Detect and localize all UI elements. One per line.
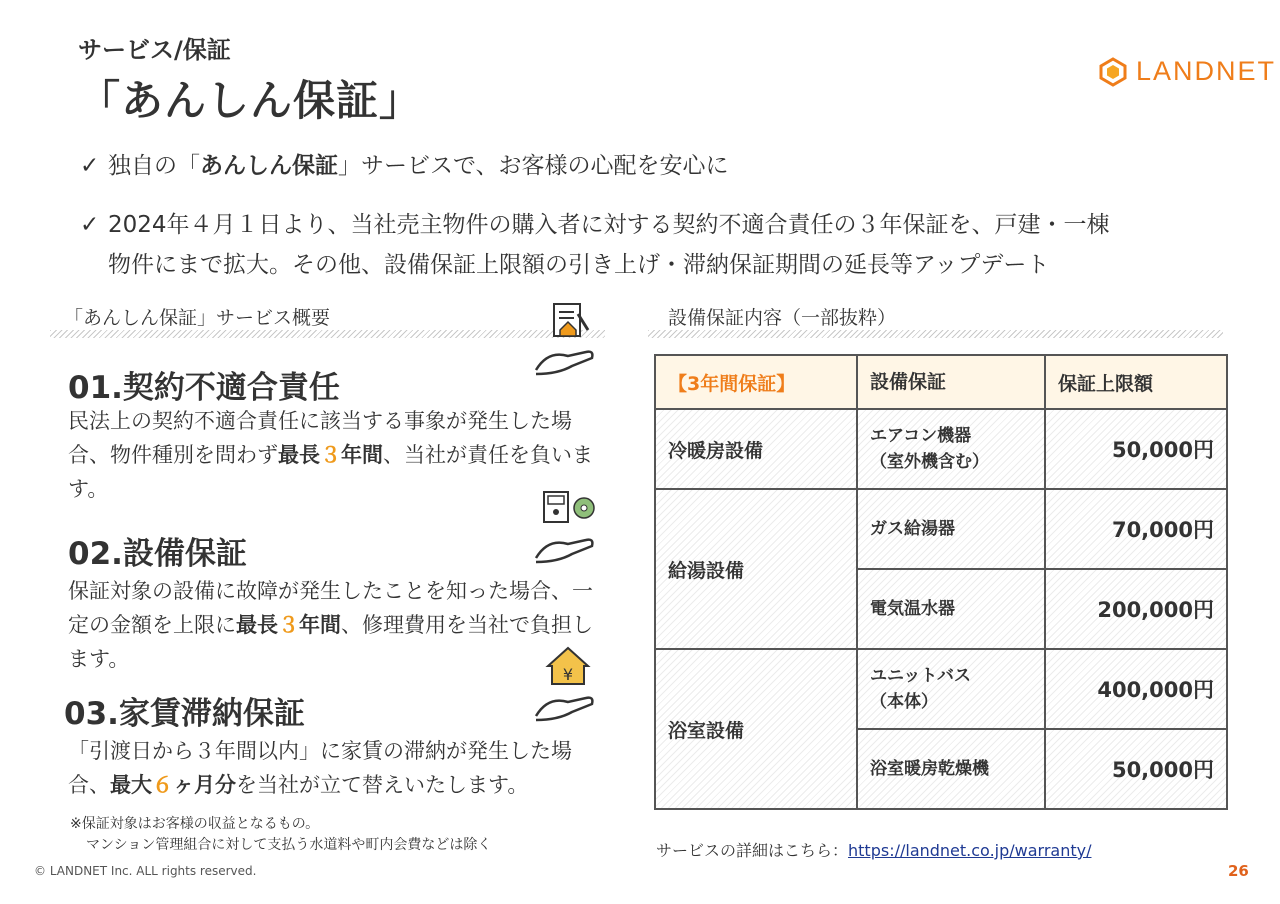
- note-line-1: ※保証対象はお客様の収益となるもの。: [70, 816, 320, 832]
- logo-text: LANDNET: [1136, 56, 1277, 86]
- item-name: ユニットバス: [870, 666, 971, 686]
- table-heading: 設備保証内容（一部抜粋）: [668, 307, 897, 329]
- item-1-bold: 最長: [278, 443, 320, 467]
- landnet-logo: [1098, 56, 1276, 87]
- item-2-bold: 最長: [236, 613, 278, 637]
- note-line-2: マンション管理組合に対して支払う水道料や町内会費などは除く: [86, 837, 492, 853]
- item-2-text-end: 、修理費用を当社で負担します。: [68, 613, 593, 671]
- rent-hand-icon: [528, 646, 608, 726]
- page-number: 26: [1228, 862, 1249, 880]
- item-2-number: ３: [278, 613, 299, 637]
- contract-hand-icon: [528, 300, 608, 380]
- bullet-1-post: 」サービスで、お客様の心配を安心に: [338, 153, 729, 179]
- item-cell: [857, 409, 1045, 489]
- amount-cell: 50,000円: [1045, 729, 1227, 809]
- table-row: [655, 649, 1227, 729]
- logo-mark-icon: [1098, 57, 1128, 87]
- check-icon: ✓: [80, 153, 100, 179]
- warranty-link[interactable]: https://landnet.co.jp/warranty/: [848, 841, 1092, 860]
- header-limit: 保証上限額: [1045, 355, 1227, 409]
- table-row: [655, 489, 1227, 569]
- item-1-text-end: 、当社が責任を負います。: [68, 443, 593, 501]
- item-1-number: ３: [320, 443, 341, 467]
- item-3-bold: 最大: [110, 773, 152, 797]
- item-name: エアコン機器: [870, 426, 972, 446]
- amount-cell: 70,000円: [1045, 489, 1227, 569]
- bullet-2-line-1: 2024年４月１日より、当社売主物件の購入者に対する契約不適合責任の３年保証を、戸建・一棟: [108, 212, 1110, 238]
- item-1-title: 01.契約不適合責任: [68, 370, 340, 406]
- item-name: ガス給湯器: [870, 519, 955, 539]
- item-1-unit: 年間: [341, 443, 383, 467]
- page-title: 「あんしん保証」: [78, 76, 423, 125]
- item-3-body: [68, 734, 608, 802]
- item-3-text: 「引渡日から３年間以内」に家賃の滞納が発生した場合、: [68, 739, 572, 797]
- table-row: [655, 409, 1227, 489]
- item-1-body: [68, 404, 608, 506]
- item-3-text-end: を当社が立て替えいたします。: [236, 773, 529, 797]
- item-3-title: 03.家賃滞納保証: [64, 696, 305, 732]
- bullet-2: [80, 205, 1260, 285]
- header-period: 【3年間保証】: [655, 355, 857, 409]
- group-cell: 冷暖房設備: [655, 409, 857, 489]
- link-prefix: サービスの詳細はこちら：: [656, 841, 849, 860]
- bullet-1: [80, 146, 729, 186]
- item-2-title: 02.設備保証: [68, 536, 247, 572]
- overview-divider: [50, 330, 605, 338]
- category-label: サービス/保証: [78, 36, 231, 64]
- svg-text:¥: ¥: [562, 665, 574, 684]
- item-3-number: ６: [152, 773, 173, 797]
- item-name: 浴室暖房乾燥機: [870, 759, 989, 779]
- item-cell: [857, 649, 1045, 729]
- amount-cell: 200,000円: [1045, 569, 1227, 649]
- group-cell: 給湯設備: [655, 489, 857, 649]
- amount-cell: 400,000円: [1045, 649, 1227, 729]
- item-cell: [857, 489, 1045, 569]
- item-3-unit: ヶ月分: [173, 773, 236, 797]
- amount-cell: 50,000円: [1045, 409, 1227, 489]
- copyright: © LANDNET Inc. ALL rights reserved.: [34, 864, 257, 878]
- item-cell: [857, 729, 1045, 809]
- table-divider: [648, 330, 1223, 338]
- warranty-table: [654, 354, 1228, 810]
- table-header-row: [655, 355, 1227, 409]
- header-equipment: 設備保証: [857, 355, 1045, 409]
- group-cell: 浴室設備: [655, 649, 857, 809]
- item-2-body: [68, 574, 608, 676]
- bullet-1-bold: あんしん保証: [200, 153, 338, 179]
- item-name: 電気温水器: [870, 599, 955, 619]
- bullet-2-line-2: 物件にまで拡大。その他、設備保証上限額の引き上げ・滞納保証期間の延長等アップデート: [108, 252, 1050, 278]
- item-1-text: 民法上の契約不適合責任に該当する事象が発生した場合、物件種別を問わず: [68, 409, 572, 467]
- bullet-1-pre: 独自の「: [108, 153, 200, 179]
- item-2-unit: 年間: [299, 613, 341, 637]
- equipment-hand-icon: [528, 488, 608, 568]
- item-cell: [857, 569, 1045, 649]
- overview-heading: 「あんしん保証」サービス概要: [64, 307, 331, 329]
- item-2-text: 保証対象の設備に故障が発生したことを知った場合、一定の金額を上限に: [68, 579, 593, 637]
- details-link-line: [656, 838, 1091, 861]
- check-icon: ✓: [80, 212, 100, 238]
- item-note: （室外機含む）: [870, 452, 989, 472]
- item-note: （本体）: [870, 692, 938, 712]
